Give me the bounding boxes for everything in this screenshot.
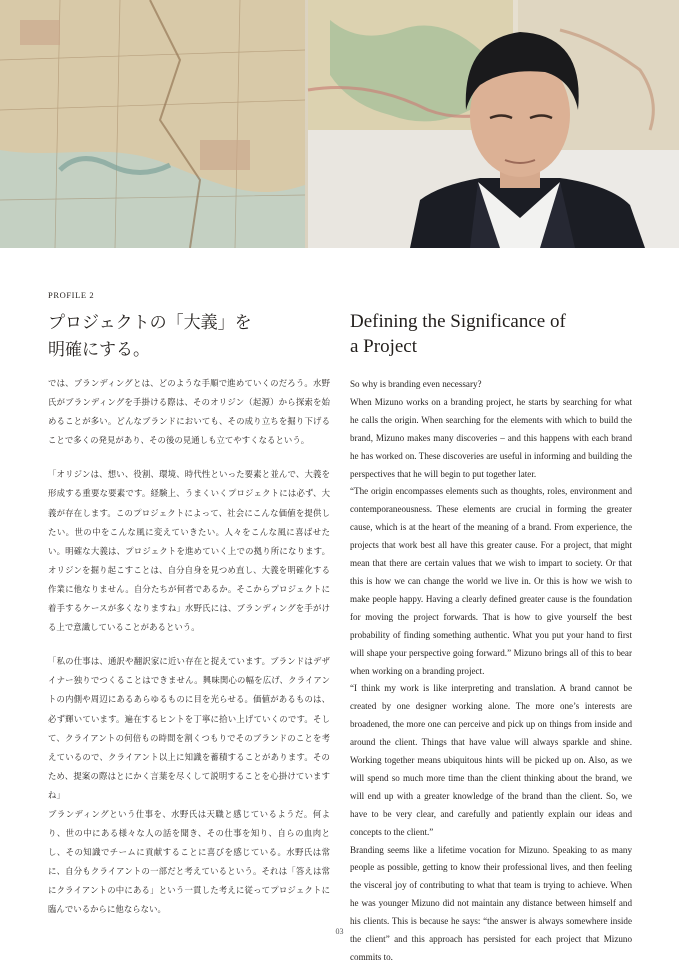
photo-illustration bbox=[0, 0, 679, 248]
profile-label: PROFILE 2 bbox=[48, 290, 95, 300]
en-paragraph-5: Branding seems like a lifetime vocation for Mizuno. Speaking to as many people as possible, getting to know their professional lives, and then feeling the visceral joy of contributing to what that team is trying to achieve. When he was younger Mizuno did not maintain any distance between himself and his clients. This is because he says: “the answer is always somewhere inside the client” and this approach has persisted for each project that Mizuno commits to. bbox=[350, 844, 632, 962]
title-en-line-1: Defining the Significance of bbox=[350, 311, 566, 332]
en-paragraph-2: When Mizuno works on a branding project, he starts by searching for what he calls the origin. When searching for the elements with which to build the brand, Mizuno makes many discoveries – and this happens with each brand he has worked on. These discoveries are useful in informing and building the perspectives that he will begin to put together later. bbox=[350, 396, 632, 479]
body-english bbox=[350, 376, 632, 967]
page-number: 03 bbox=[335, 927, 344, 936]
en-paragraph-1: So why is branding even necessary? bbox=[350, 379, 482, 389]
jp-paragraph-4: ブランディングという仕事を、水野氏は天職と感じているようだ。何より、世の中にある様々な人の話を聞き、その仕事を知り、自らの血肉とし、その知識でチームに貢献することに喜びを感じている。水野氏は常に、自分もクライアントの一部だと考えているという。それは「答えは常にクライアントの中にある」という一貫した考えに従ってプロジェクトに臨んでいるからに他ならない。 bbox=[48, 808, 330, 915]
title-japanese bbox=[48, 310, 318, 364]
en-paragraph-4: “I think my work is like interpreting and translation. A brand cannot be created by one designer working alone. The more one’s interests are broadened, the more one can perceive and pick up on things from inside and around the client. Things that have value will always sparkle and shine. Working together means ubiquitous hints will be picked up on. Also, as we will spend so much more time than the client thinking about the brand, we will end up with a greater knowledge of the brand than the client. So, we have to be very clear, and carefully and patiently explain our ideas and concepts to the client.” bbox=[350, 683, 632, 837]
en-paragraph-3: “The origin encompasses elements such as thoughts, roles, environment and contemporaneousness. These elements are crucial in forming the greater cause, which is at the heart of the meaning of a brand. From experience, the projects that work best all have this greater cause. For a project, that might mean that there are certain values that we wish to impart to society. Or that this is how we can change the world we live in. Or this is how we wish to make people happy. Having a clearly defined greater cause is the foundation for moving the project forwards. That is how to give yourself the best probability of finding something authentic. What you put your hand to first will shape your perspective going forward.” Mizuno brings all of this to bear when working on a branding project. bbox=[350, 486, 632, 676]
header-photo bbox=[0, 0, 679, 248]
jp-paragraph-2: 「オリジンは、想い、役割、環境、時代性といった要素と並んで、大義を形成する重要な要素です。経験上、うまくいくプロジェクトには必ず、大義が存在します。このプロジェクトによって、社会にこんな価値を提供したい。世の中をこんな風に変えていきたい。人々をこんな風に喜ばせたい。明確な大義は、プロジェクトを進めていく上での拠り所になります。オリジンを掘り起こすことは、自分自身を見つめ直し、大義を明確化する作業に他なりません。自分たちが何者であるか。そこからプロジェクトに着手するケースが多くなりますね」水野氏には、ブランディングを手がける上で意識していることがあるという。 bbox=[48, 469, 330, 633]
title-jp-line-2: 明確にする。 bbox=[48, 340, 150, 360]
jp-paragraph-3: 「私の仕事は、通訳や翻訳家に近い存在と捉えています。ブランドはデザイナー独りでつくることはできません。興味関心の幅を広げ、クライアントの内側や周辺にあるあらゆるものに目を光らせる。価値があるものは、必ず輝いています。遍在するヒントを丁寧に拾い上げていくのです。そして、クライアントの何倍もの時間を割くつもりでそのブランドのことを考えているので、クライアント以上に知識を蓄積することがあります。そのため、提案の際はとにかく言葉を尽くして説明することを心掛けていますね」 bbox=[48, 656, 330, 800]
title-jp-line-1: プロジェクトの「大義」を bbox=[48, 313, 252, 333]
title-english bbox=[350, 310, 640, 359]
jp-paragraph-1: では、ブランディングとは、どのような手順で進めていくのだろう。水野氏がブランディングを手掛ける際は、そのオリジン（起源）から探索を始めることが多い。どんなブランドにおいても、その成り立ちを掘り下げることで多くの発見があり、その後の見通しも立てやすくなるという。 bbox=[48, 378, 330, 446]
title-en-line-2: a Project bbox=[350, 335, 418, 357]
body-japanese bbox=[48, 374, 330, 920]
